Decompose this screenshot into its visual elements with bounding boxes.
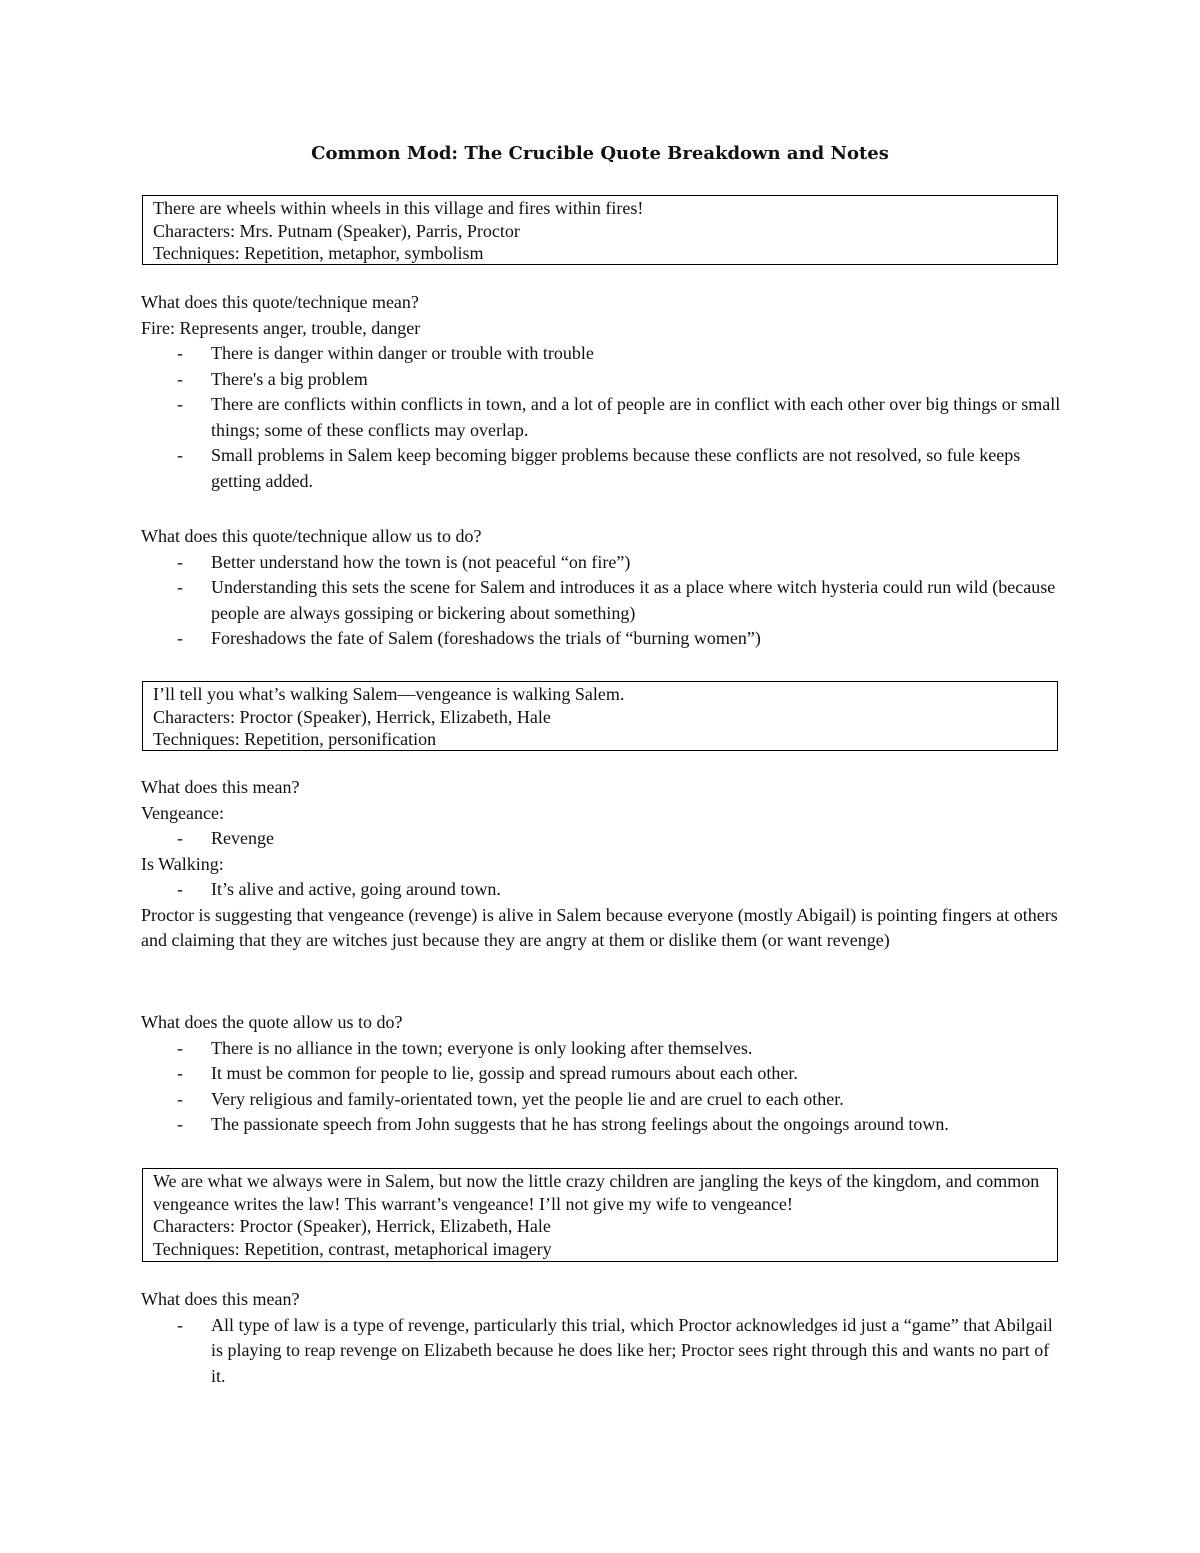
quote-box-3: [142, 1168, 1058, 1262]
section-heading: What does this quote/technique mean?: [141, 292, 419, 312]
section-heading: What does this quote/technique allow us to do?: [141, 526, 482, 546]
section-paragraph: Proctor is suggesting that vengeance (revenge) is alive in Salem because everyone (mostly Abigail) is pointing fingers at others and claiming that they are witches just because they are angry at them or dislike them (or want revenge): [141, 904, 1058, 950]
bullet-list: [141, 1313, 1061, 1390]
quote-techniques: Techniques: Repetition, metaphor, symbolism: [153, 243, 484, 263]
quote-text: I’ll tell you what’s walking Salem—vengeance is walking Salem.: [153, 684, 625, 704]
list-item: - Very religious and family-orientated town, yet the people lie and are cruel to each other.: [141, 1087, 1061, 1113]
list-item: - It must be common for people to lie, gossip and spread rumours about each other.: [141, 1061, 1061, 1087]
section-meaning-1: [141, 290, 1061, 494]
section-subheading: Fire: Represents anger, trouble, danger: [141, 317, 421, 338]
quote-text: There are wheels within wheels in this village and fires within fires!: [153, 198, 644, 218]
quote-box-1: [142, 195, 1058, 265]
list-item: - There are conflicts within conflicts in town, and a lot of people are in conflict with each other over big things or small things; some of these conflicts may overlap.: [141, 392, 1061, 443]
section-meaning-2: [141, 775, 1061, 954]
section-meaning-3: [141, 1287, 1061, 1389]
quote-characters: Characters: Proctor (Speaker), Herrick, Elizabeth, Hale: [153, 1216, 551, 1236]
list-item: - There is danger within danger or trouble with trouble: [141, 341, 1061, 367]
section-allow-1: [141, 524, 1061, 652]
quote-characters: Characters: Proctor (Speaker), Herrick, Elizabeth, Hale: [153, 706, 551, 727]
section-label: Is Walking:: [141, 853, 224, 874]
list-item: - Revenge: [141, 826, 1061, 852]
quote-characters: Characters: Mrs. Putnam (Speaker), Parris, Proctor: [153, 220, 520, 241]
list-item: - There is no alliance in the town; everyone is only looking after themselves.: [141, 1036, 1061, 1062]
section-heading: What does this mean?: [141, 777, 300, 797]
quote-box-2: [142, 681, 1058, 751]
bullet-list: [141, 826, 1061, 852]
section-label: Vengeance:: [141, 802, 224, 823]
list-item: - Small problems in Salem keep becoming bigger problems because these conflicts are not resolved, so fule keeps getting added.: [141, 443, 1061, 494]
list-item: - There's a big problem: [141, 367, 1061, 393]
section-heading: What does this mean?: [141, 1289, 300, 1309]
list-item: - All type of law is a type of revenge, particularly this trial, which Proctor acknowledges id just a “game” that Abilgail is playing to reap revenge on Elizabeth because he does like her; Proctor sees right through this and wants no part of it.: [141, 1313, 1061, 1390]
bullet-list: [141, 341, 1061, 494]
list-item: - The passionate speech from John suggests that he has strong feelings about the ongoings around town.: [141, 1112, 1061, 1138]
quote-text: We are what we always were in Salem, but now the little crazy children are jangling the keys of the kingdom, and common vengeance writes the law! This warrant’s vengeance! I’ll not give my wife to vengeance!: [153, 1171, 1040, 1214]
list-item: - Understanding this sets the scene for Salem and introduces it as a place where witch hysteria could run wild (because people are always gossiping or bickering about something): [141, 575, 1061, 626]
list-item: - It’s alive and active, going around town.: [141, 877, 1061, 903]
quote-techniques: Techniques: Repetition, contrast, metaphorical imagery: [153, 1238, 552, 1259]
bullet-list: [141, 877, 1061, 903]
list-item: - Better understand how the town is (not peaceful “on fire”): [141, 550, 1061, 576]
bullet-list: [141, 550, 1061, 652]
page-title: Common Mod: The Crucible Quote Breakdown and Notes: [311, 143, 889, 164]
quote-techniques: Techniques: Repetition, personification: [153, 729, 437, 749]
bullet-list: [141, 1036, 1061, 1138]
section-allow-2: [141, 1010, 1061, 1138]
list-item: - Foreshadows the fate of Salem (foreshadows the trials of “burning women”): [141, 626, 1061, 652]
section-heading: What does the quote allow us to do?: [141, 1012, 403, 1032]
